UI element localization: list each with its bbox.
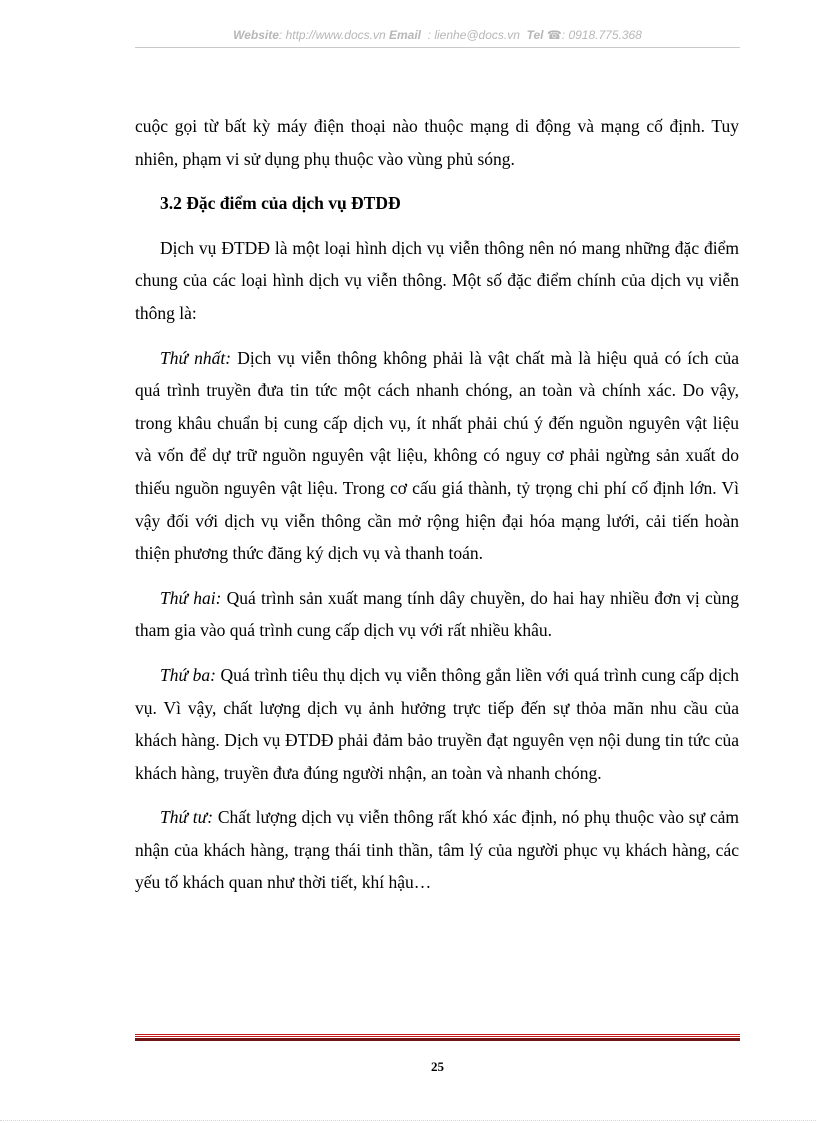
section-heading: 3.2 Đặc điểm của dịch vụ ĐTDĐ xyxy=(160,193,401,214)
point-paragraph-3 xyxy=(135,659,739,789)
intro-paragraph: Dịch vụ ĐTDĐ là một loại hình dịch vụ viễn thông nên nó mang những đặc điểm chung của các loại hình dịch vụ viễn thông. Một số đặc điểm chính của dịch vụ viễn thông là: xyxy=(135,237,739,323)
website-label: Website xyxy=(233,28,279,42)
email-label: Email xyxy=(388,28,421,42)
continued-paragraph: cuộc gọi từ bất kỳ máy điện thoại nào thuộc mạng di động và mạng cố định. Tuy nhiên, phạm vi sử dụng phụ thuộc vào vùng phủ sóng. xyxy=(135,116,739,169)
point-text: Quá trình sản xuất mang tính dây chuyền, do hai hay nhiều đơn vị cùng tham gia vào quá trình cung cấp dịch vụ với rất nhiều khâu. xyxy=(135,587,739,641)
point-lead: Thứ hai: xyxy=(160,587,222,608)
point-text: Dịch vụ viễn thông không phải là vật chất mà là hiệu quả có ích của quá trình truyền đưa tin tức một cách nhanh chóng, an toàn và chính xác. Do vậy, trong khâu chuẩn bị cung cấp dịch vụ, ít nhất phải chú ý đến nguồn nguyên vật liệu và vốn để dự trữ nguồn nguyên vật liệu, không có nguy cơ phải ngừng sản xuất do thiếu nguồn nguyên vật liệu. Trong cơ cấu giá thành, tỷ trọng chi phí cố định lớn. Vì vậy đối với dịch vụ viễn thông cần mở rộng hiện đại hóa mạng lưới, cải tiến hoàn thiện phương thức đăng ký dịch vụ và thanh toán. xyxy=(135,347,740,564)
point-text: Chất lượng dịch vụ viễn thông rất khó xác định, nó phụ thuộc vào sự cảm nhận của khách hàng, trạng thái tinh thần, tâm lý của người phục vụ khách hàng, các yếu tố khách quan như thời tiết, khí hậu… xyxy=(135,807,740,893)
page-header xyxy=(135,28,740,42)
point-paragraph-4 xyxy=(135,801,739,899)
phone-icon: ☎ xyxy=(546,28,562,42)
tel-label: Tel xyxy=(526,28,544,42)
tel-value: : 0918.775.368 xyxy=(561,28,642,42)
point-paragraph-2 xyxy=(135,582,739,647)
footer-divider xyxy=(135,1034,740,1041)
website-value: : http://www.docs.vn xyxy=(278,28,386,42)
page-body xyxy=(135,110,739,899)
point-text: Quá trình tiêu thụ dịch vụ viễn thông gắn liền với quá trình cung cấp dịch vụ. Vì vậy, chất lượng dịch vụ ảnh hưởng trực tiếp đến sự thỏa mãn nhu cầu của khách hàng. Dịch vụ ĐTDĐ phải đảm bảo truyền đạt nguyên vẹn nội dung tin tức của khách hàng, truyền đưa đúng người nhận, an toàn và nhanh chóng. xyxy=(135,664,739,783)
page-number: 25 xyxy=(431,1059,444,1074)
point-lead: Thứ nhất: xyxy=(160,347,232,368)
point-lead: Thứ ba: xyxy=(160,664,216,685)
point-paragraph-1 xyxy=(135,342,739,570)
point-lead: Thứ tư: xyxy=(160,807,214,828)
header-divider xyxy=(135,47,740,48)
page-bottom-border xyxy=(0,1120,816,1121)
email-value: : lienhe@docs.vn xyxy=(427,28,520,42)
